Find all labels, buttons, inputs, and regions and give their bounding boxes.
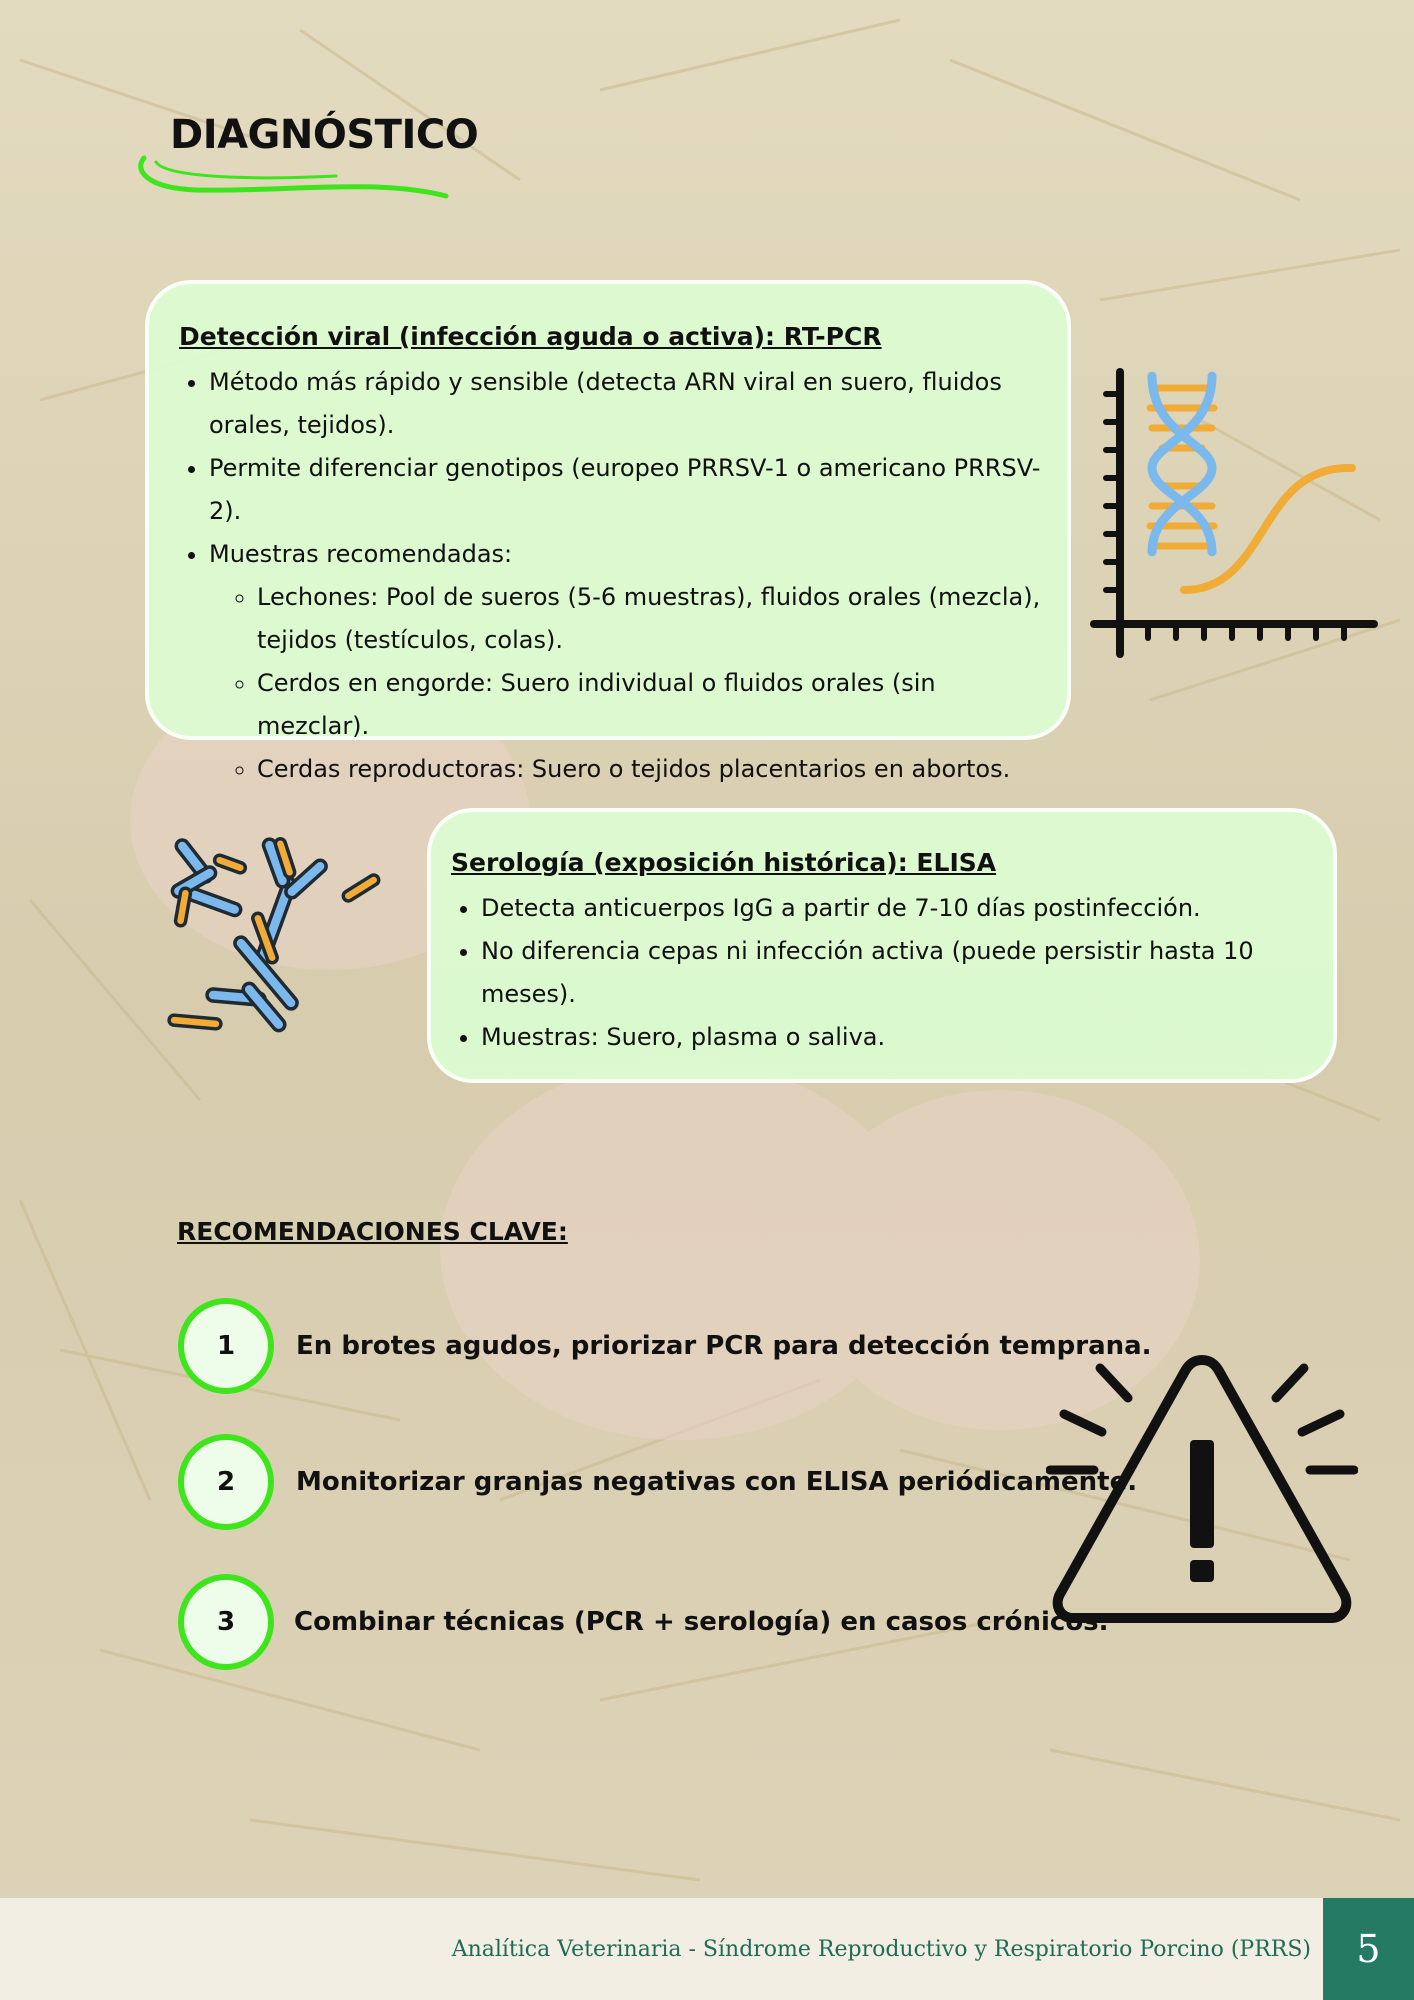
list-item: • Detecta anticuerpos IgG a partir de 7-10 días postinfección. xyxy=(481,887,1313,930)
sub-list-item: ◦ Lechones: Pool de sueros (5-6 muestras), fluidos orales (mezcla), tejidos (testículos, colas). xyxy=(257,576,1047,662)
elisa-heading: Serología (exposición histórica): ELISA xyxy=(451,848,997,877)
recommendation-number: 2 xyxy=(178,1434,274,1530)
pcr-bullet-list xyxy=(179,361,1047,791)
list-item: • No diferencia cepas ni infección activa (puede persistir hasta 10 meses). xyxy=(481,930,1313,1016)
pcr-heading: Detección viral (infección aguda o activa): RT-PCR xyxy=(179,322,882,351)
antibody-icon xyxy=(160,828,392,1060)
elisa-bullet-list xyxy=(451,887,1313,1059)
dna-chart-icon xyxy=(1088,364,1378,664)
pcr-card xyxy=(145,280,1071,783)
page-number: 5 xyxy=(1323,1898,1414,2000)
list-item: • Muestras: Suero, plasma o saliva. xyxy=(481,1016,1313,1059)
recommendation-number: 1 xyxy=(178,1298,274,1394)
recommendation-item xyxy=(178,1298,1152,1394)
sample-sub-list xyxy=(209,576,1047,791)
recommendation-item xyxy=(178,1574,1109,1670)
recommendation-text: Combinar técnicas (PCR + serología) en casos crónicos. xyxy=(294,1607,1109,1637)
sub-list-item: ◦ Cerdos en engorde: Suero individual o fluidos orales (sin mezclar). xyxy=(257,662,1047,748)
recommendation-text: Monitorizar granjas negativas con ELISA periódicamente. xyxy=(296,1467,1138,1497)
list-item: • Método más rápido y sensible (detecta ARN viral en suero, fluidos orales, tejidos). xyxy=(209,361,1047,447)
footer-text: Analítica Veterinaria - Síndrome Reproductivo y Respiratorio Porcino (PRRS) xyxy=(451,1937,1311,1962)
title-underline xyxy=(136,150,456,205)
list-item xyxy=(209,533,1047,791)
page-title: DIAGNÓSTICO xyxy=(170,112,479,158)
elisa-card xyxy=(427,808,1337,1083)
recommendation-number: 3 xyxy=(178,1574,274,1670)
sub-list-item: ◦ Cerdas reproductoras: Suero o tejidos placentarios en abortos. xyxy=(257,748,1047,791)
warning-icon xyxy=(1046,1346,1358,1626)
recommendations-heading: RECOMENDACIONES CLAVE: xyxy=(177,1217,568,1246)
list-item-text: Muestras recomendadas: xyxy=(209,540,513,568)
recommendation-item xyxy=(178,1434,1137,1530)
recommendation-text: En brotes agudos, priorizar PCR para detección temprana. xyxy=(296,1331,1152,1361)
list-item: • Permite diferenciar genotipos (europeo PRRSV-1 o americano PRRSV-2). xyxy=(209,447,1047,533)
